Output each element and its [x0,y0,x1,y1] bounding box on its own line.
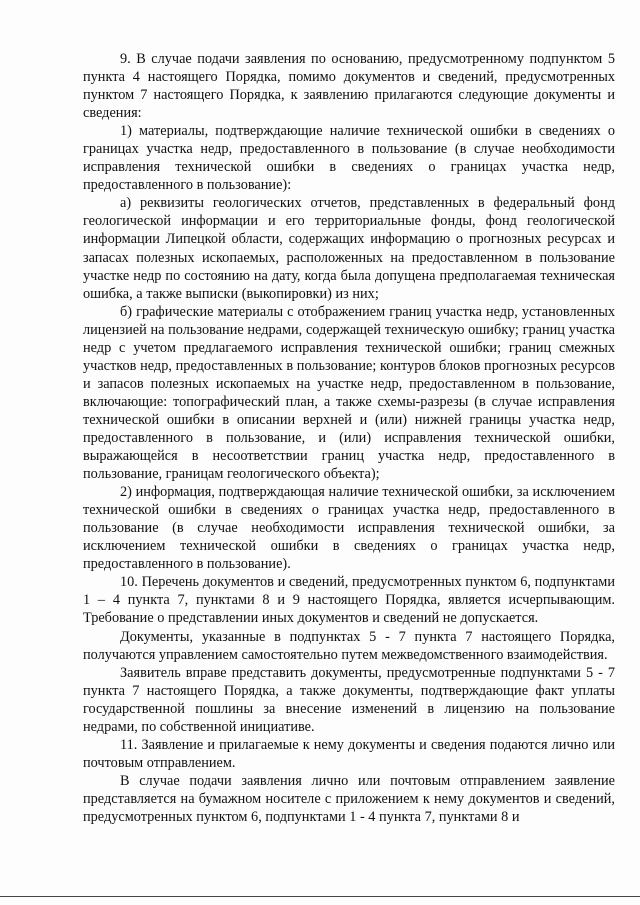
document-body [83,50,615,826]
scan-edge-line [0,896,640,897]
paragraph-9-2: 2) информация, подтверждающая наличие технической ошибки, за исключением технической ошибки в сведениях о границах участка недр, предоставленного в пользование (в случае необходимости исправления технической ошибки, за исключением технической ошибки в сведениях о границах участка недр, предоставленного в пользование). [83,484,615,573]
paragraph-9: 9. В случае подачи заявления по основанию, предусмотренному подпунктом 5 пункта 4 настоящего Порядка, помимо документов и сведений, предусмотренных пунктом 7 настоящего Порядка, к заявлению прилагаются следующие документы и сведения: [83,51,615,122]
paragraph-9-1: 1) материалы, подтверждающие наличие технической ошибки в сведениях о границах участка недр, предоставленного в пользование (в случае необходимости исправления технической ошибки в сведениях о границах участка недр, предоставленного в пользование): [83,123,615,194]
paragraph-11: 11. Заявление и прилагаемые к нему документы и сведения подаются лично или почтовым отправлением. [83,736,615,771]
paragraph-10: 10. Перечень документов и сведений, предусмотренных пунктом 6, подпунктами 1 – 4 пункта 7, пунктами 8 и 9 настоящего Порядка, является исчерпывающим. Требование о представлении иных документов и сведений не допускается. [83,574,615,627]
paragraph-10-applicant: Заявитель вправе представить документы, предусмотренные подпунктами 5 - 7 пункта 7 настоящего Порядка, а также документы, подтверждающие факт уплаты государственной пошлины за внесение изменений в лицензию на пользование недрами, по собственной инициативе. [83,664,615,735]
paragraph-9-1-a: а) реквизиты геологических отчетов, представленных в федеральный фонд геологической информации и его территориальные фонды, фонд геологической информации Липецкой области, содержащих информацию о прогнозных ресурсах и запасах полезных ископаемых, расположенных на предоставленном в пользование участке недр по состоянию на дату, когда была допущена предполагаемая техническая ошибка, а также выписки (выкопировки) из них; [83,195,615,302]
paragraph-10-documents: Документы, указанные в подпунктах 5 - 7 пункта 7 настоящего Порядка, получаются управлением самостоятельно путем межведомственного взаимодействия. [83,628,615,663]
paragraph-11-submission: В случае подачи заявления лично или почтовым отправлением заявление представляется на бумажном носителе с приложением к нему документов и сведений, предусмотренных пунктом 6, подпунктами 1 - 4 пункта 7, пунктами 8 и [83,772,615,825]
paragraph-9-1-b: б) графические материалы с отображением границ участка недр, установленных лицензией на пользование недрами, содержащей техническую ошибку; границ участка недр с учетом предлагаемого исправления технической ошибки; границ смежных участков недр, предоставленных в пользование; контуров блоков прогнозных ресурсов и запасов полезных ископаемых на участке недр, предоставленном в пользование, включающие: топографический план, а также схемы-разрезы (в случае исправления технической ошибки в описании верхней и (или) нижней границы участка недр, предоставленного в пользование, и (или) исправления технической ошибки, выражающейся в несоответствии границ участка недр, предоставленного в пользование, границам геологического объекта); [83,303,615,483]
